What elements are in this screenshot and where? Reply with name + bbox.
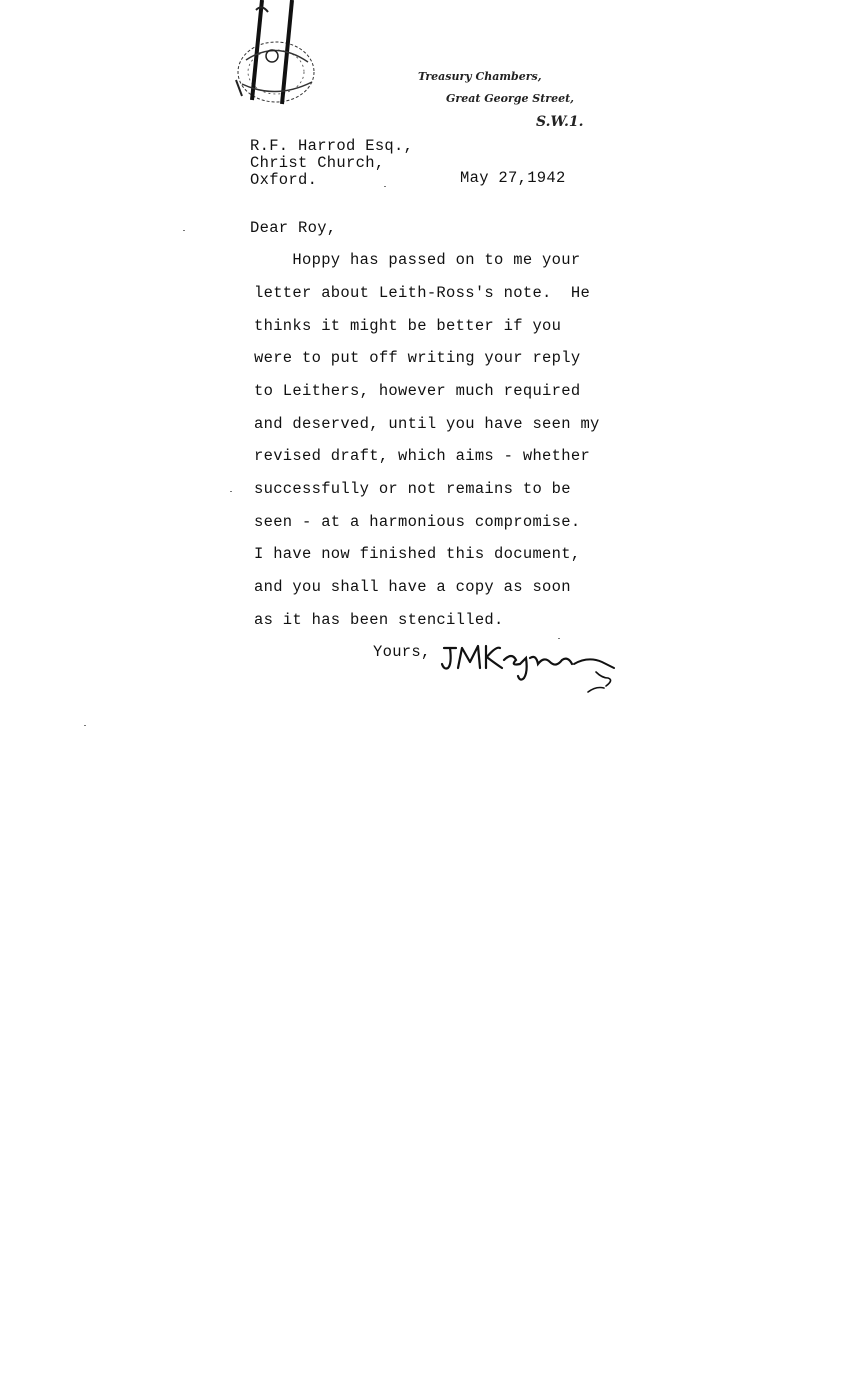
body-line: thinks it might be better if you: [254, 317, 562, 335]
body-line: seen - at a harmonious compromise.: [254, 513, 581, 531]
letterhead-postcode: S.W.1.: [536, 114, 584, 130]
letterhead-address-line-2: Great George Street,: [446, 92, 574, 105]
recipient-address-line-1: Christ Church,: [250, 154, 385, 172]
body-line: successfully or not remains to be: [254, 480, 571, 498]
body-line: letter about Leith-Ross's note. He: [254, 284, 591, 302]
body-line: and deserved, until you have seen my: [254, 415, 600, 433]
body-line: as it has been stencilled.: [254, 611, 504, 629]
scan-speck: [84, 725, 86, 726]
scan-speck: [558, 638, 560, 639]
body-line: revised draft, which aims - whether: [254, 447, 591, 465]
scan-speck: [183, 230, 185, 231]
scan-speck: [384, 186, 386, 187]
recipient-name: R.F. Harrod Esq.,: [250, 137, 414, 155]
letterhead-address-line-1: Treasury Chambers,: [418, 70, 542, 83]
crest-emblem: [232, 0, 322, 112]
scan-speck: [230, 491, 232, 492]
body-line: I have now finished this document,: [254, 545, 581, 563]
recipient-address-line-2: Oxford.: [250, 171, 318, 189]
handwritten-signature: [438, 638, 620, 700]
body-line: Hoppy has passed on to me your: [254, 251, 581, 269]
body-line: were to put off writing your reply: [254, 349, 581, 367]
closing: Yours,: [373, 643, 431, 661]
body-line: to Leithers, however much required: [254, 382, 581, 400]
salutation: Dear Roy,: [250, 219, 337, 237]
body-line: and you shall have a copy as soon: [254, 578, 571, 596]
letter-date: May 27,1942: [460, 169, 566, 187]
